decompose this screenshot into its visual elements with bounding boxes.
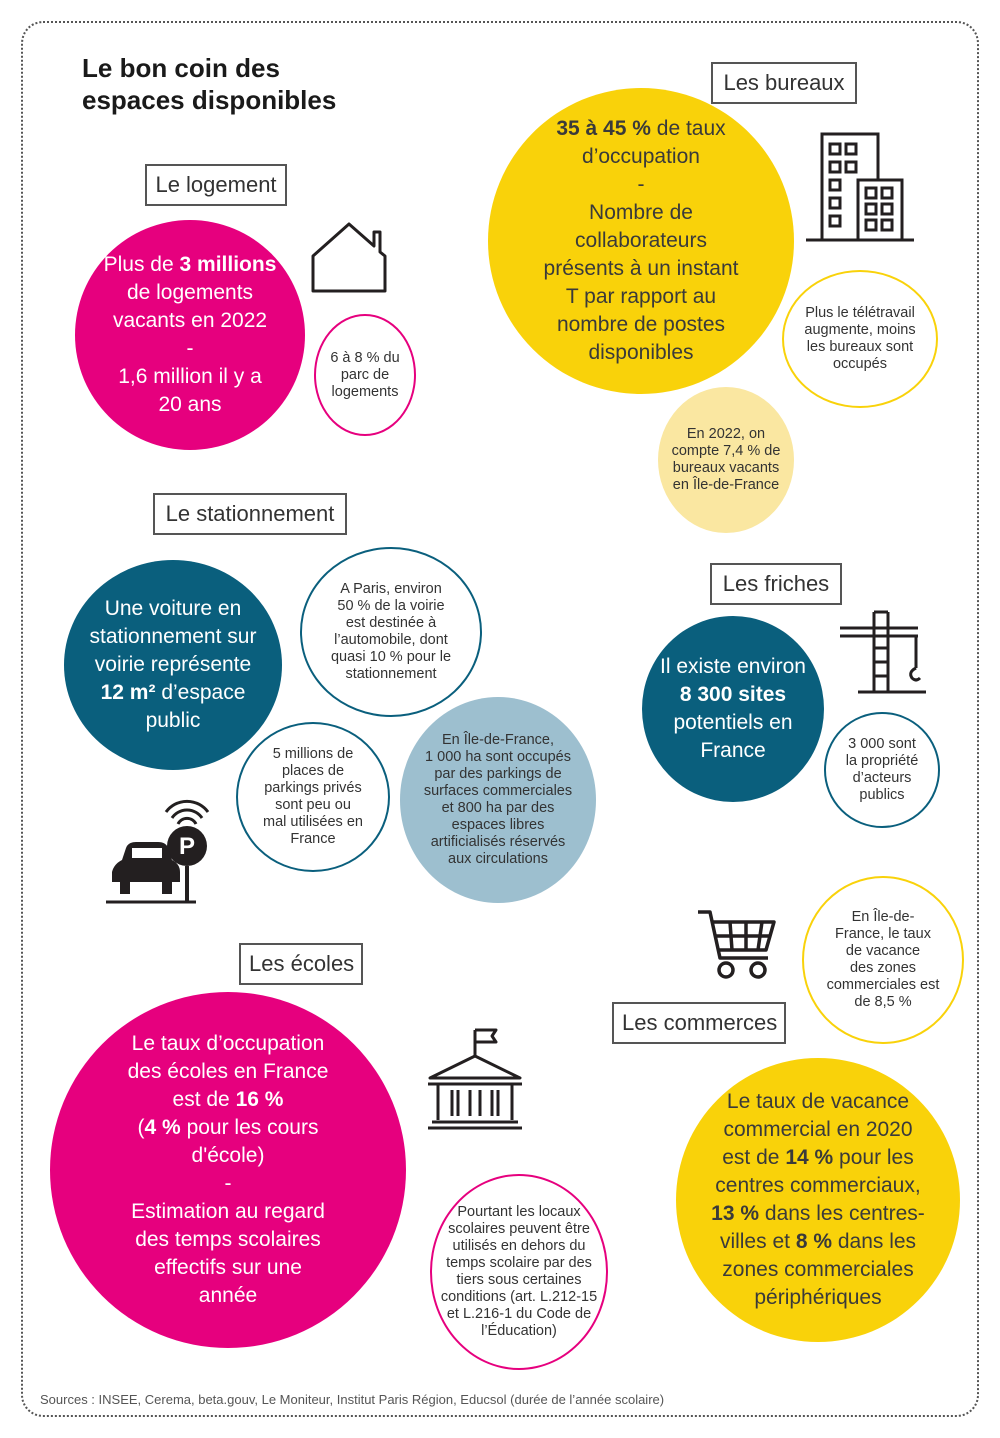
commerces-line-1: Le taux de vacance [726, 1090, 910, 1113]
stationnement-note1-line: stationnement [345, 666, 437, 682]
ecoles-note-line: et L.216-1 du Code de [446, 1306, 592, 1322]
stationnement-line-1: Une voiture en [104, 597, 242, 620]
stationnement-note2-line: places de [281, 763, 345, 779]
logement-line-1: Plus de 3 millions [103, 253, 277, 276]
stationnement-line-3: voirie représente [94, 653, 252, 676]
stationnement-line-4: 12 m² d’espace [100, 681, 246, 704]
title-line-2: espaces disponibles [82, 85, 337, 115]
house-icon [310, 220, 388, 294]
ecoles-line-9: année [198, 1284, 258, 1307]
bureaux-note2-line: En 2022, on [686, 426, 766, 442]
stationnement-note-ile-de-france [400, 697, 596, 903]
stationnement-note-parkings-prives [236, 722, 390, 872]
stationnement-note1-line: A Paris, environ [340, 581, 442, 597]
bureaux-note1-line: augmente, moins [804, 322, 916, 338]
bureaux-line-6: T par rapport au [565, 285, 717, 308]
commerces-line-2: commercial en 2020 [723, 1118, 913, 1141]
commerces-note-line: France, le taux [835, 926, 931, 942]
bureaux-note1-line: Plus le télétravail [805, 305, 915, 321]
ecoles-line-7: des temps scolaires [135, 1228, 321, 1251]
parking-car-icon [104, 786, 216, 906]
ecoles-line-4: (4 % pour les cours [137, 1116, 319, 1139]
stationnement-note3-line: artificialisés réservés [430, 834, 566, 850]
commerces-line-6: villes et 8 % dans les [719, 1230, 917, 1253]
ecoles-note-line: tiers sous certaines [456, 1272, 582, 1288]
friches-line-1: Il existe environ [660, 655, 806, 678]
school-building-icon [426, 1026, 524, 1130]
friches-main-circle [642, 616, 824, 802]
stationnement-note3-line: espaces libres [451, 817, 545, 833]
ecoles-line-2: des écoles en France [127, 1060, 329, 1083]
commerces-note-circle [802, 876, 964, 1044]
commerces-note-line: des zones [849, 960, 917, 976]
crane-icon [838, 608, 928, 696]
commerces-line-7: zones commerciales [722, 1258, 914, 1281]
commerces-line-3: est de 14 % pour les [722, 1146, 914, 1169]
logement-separator: - [186, 337, 194, 360]
friches-note-line: d’acteurs [852, 770, 912, 786]
commerces-line-8: périphériques [754, 1286, 882, 1309]
logement-main-circle [75, 220, 305, 450]
logement-note-line: logements [331, 383, 399, 400]
ecoles-main-circle [50, 992, 406, 1348]
stationnement-note3-line: par des parkings de [434, 766, 562, 782]
office-building-icon [804, 130, 916, 244]
stationnement-note3-line: surfaces commerciales [423, 783, 573, 799]
title-line-1: Le bon coin des [82, 53, 280, 83]
logement-line-4: 1,6 million il y a [118, 365, 262, 388]
logement-line-3: vacants en 2022 [112, 309, 268, 332]
svg-text:P: P [178, 833, 196, 860]
logement-note-line: parc de [340, 366, 390, 383]
page-title [82, 52, 336, 116]
commerces-note-line: de vacance [845, 943, 921, 959]
label-ecoles: Les écoles [239, 943, 363, 985]
ecoles-separator: - [224, 1172, 232, 1195]
commerces-line-4: centres commerciaux, [715, 1174, 921, 1197]
label-logement: Le logement [145, 164, 287, 206]
bureaux-note2-line: bureaux vacants [672, 460, 780, 476]
ecoles-line-1: Le taux d’occupation [131, 1032, 325, 1055]
stationnement-line-5: public [145, 709, 201, 732]
ecoles-note-line: scolaires peuvent être [448, 1221, 590, 1237]
bureaux-note1-line: les bureaux sont [806, 339, 914, 355]
commerces-note-line: de 8,5 % [854, 994, 912, 1010]
ecoles-line-3: est de 16 % [172, 1088, 284, 1111]
bureaux-note2-line: en Île-de-France [672, 477, 780, 493]
ecoles-note-line: Pourtant les locaux [457, 1204, 581, 1220]
label-commerces: Les commerces [612, 1002, 786, 1044]
stationnement-main-circle [64, 560, 282, 770]
commerces-line-5: 13 % dans les centres- [711, 1202, 925, 1225]
bureaux-line-4: collaborateurs [575, 229, 707, 252]
friches-note-line: la propriété [845, 753, 919, 769]
label-friches: Les friches [710, 563, 842, 605]
bureaux-line-1: 35 à 45 % de taux [556, 117, 726, 140]
stationnement-note1-line: l’automobile, dont [334, 632, 448, 648]
label-stationnement: Le stationnement [153, 493, 347, 535]
bureaux-main-circle [488, 88, 794, 394]
bureaux-line-7: nombre de postes [556, 313, 726, 336]
ecoles-note-line: temps scolaire par des [446, 1255, 592, 1271]
bureaux-line-3: Nombre de [589, 201, 693, 224]
stationnement-note-paris [300, 547, 482, 717]
bureaux-note-vacants [658, 387, 794, 533]
stationnement-note1-line: quasi 10 % pour le [330, 649, 452, 665]
stationnement-note2-line: parkings privés [264, 780, 362, 796]
bureaux-separator: - [637, 173, 645, 196]
friches-line-4: France [700, 739, 766, 762]
stationnement-note3-line: 1 000 ha sont occupés [425, 749, 571, 765]
bureaux-line-2: d’occupation [582, 145, 700, 168]
friches-note-line: 3 000 sont [848, 736, 916, 752]
commerces-main-circle [676, 1058, 960, 1342]
ecoles-note-line: conditions (art. L.212-15 [440, 1289, 598, 1305]
stationnement-note3-line: et 800 ha par des [441, 800, 555, 816]
stationnement-note1-line: 50 % de la voirie [337, 598, 445, 614]
commerces-note-line: En Île-de- [851, 909, 915, 925]
friches-line-3: potentiels en [673, 711, 793, 734]
ecoles-note-line: utilisés en dehors du [452, 1238, 586, 1254]
stationnement-note2-line: 5 millions de [272, 746, 354, 762]
bureaux-line-5: présents à un instant [543, 257, 739, 280]
stationnement-note1-line: est destinée à [345, 615, 437, 631]
ecoles-note-circle [430, 1174, 608, 1370]
stationnement-line-2: stationnement sur [89, 625, 257, 648]
ecoles-line-8: effectifs sur une [154, 1256, 302, 1279]
friches-note-line: publics [859, 787, 905, 803]
ecoles-note-line: l’Éducation) [481, 1323, 557, 1339]
ecoles-line-6: Estimation au regard [131, 1200, 325, 1223]
logement-note-circle [314, 314, 416, 436]
friches-line-2: 8 300 sites [679, 683, 787, 706]
label-bureaux: Les bureaux [711, 62, 857, 104]
bureaux-note-teletravail [782, 270, 938, 408]
stationnement-note2-line: mal utilisées en [263, 814, 363, 830]
logement-line-2: de logements [126, 281, 254, 304]
stationnement-note3-line: aux circulations [448, 851, 548, 867]
shopping-cart-icon [696, 908, 778, 982]
logement-line-5: 20 ans [158, 393, 222, 416]
stationnement-note2-line: sont peu ou [275, 797, 351, 813]
bureaux-line-8: disponibles [588, 341, 694, 364]
ecoles-line-5: d'école) [191, 1144, 265, 1167]
logement-note-line: 6 à 8 % du [330, 349, 400, 366]
stationnement-note2-line: France [290, 831, 336, 847]
sources-footnote: Sources : INSEE, Cerema, beta.gouv, Le Moniteur, Institut Paris Région, Educsol (durée de l’année scolaire) [40, 1392, 665, 1407]
friches-note-circle [824, 712, 940, 828]
bureaux-note2-line: compte 7,4 % de [671, 443, 781, 459]
bureaux-note1-line: occupés [832, 356, 887, 372]
stationnement-note3-line: En Île-de-France, [441, 732, 555, 748]
commerces-note-line: commerciales est [826, 977, 940, 993]
